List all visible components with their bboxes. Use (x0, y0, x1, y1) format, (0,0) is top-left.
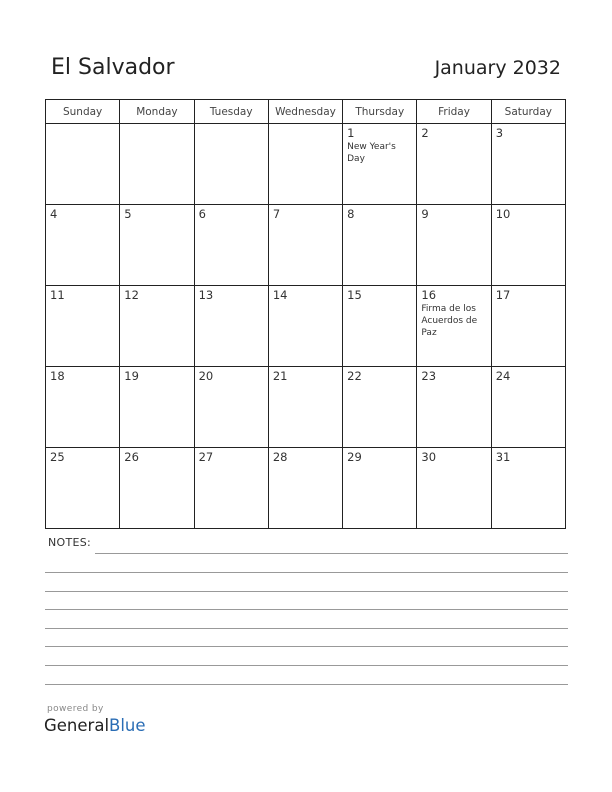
calendar-grid (45, 99, 566, 529)
day-cell (268, 124, 342, 205)
calendar-month-year: January 2032 (434, 57, 561, 79)
brand-general: General (44, 716, 110, 735)
day-cell (120, 286, 194, 367)
holiday-label: New Year's Day (347, 142, 396, 164)
day-number: 6 (198, 207, 206, 221)
day-cell (417, 124, 491, 205)
day-cell (268, 448, 342, 529)
day-cell (194, 205, 268, 286)
day-cell (120, 124, 194, 205)
day-cell (46, 367, 120, 448)
holiday-label: Firma de los Acuerdos de Paz (421, 304, 478, 338)
day-cell (343, 286, 417, 367)
day-number: 20 (198, 369, 214, 383)
brand-blue: Blue (109, 716, 146, 735)
day-number: 12 (124, 288, 139, 302)
day-number: 5 (124, 207, 132, 221)
note-line (45, 591, 568, 592)
day-cell (343, 448, 417, 529)
day-cell (194, 286, 268, 367)
day-cell (417, 367, 491, 448)
week-row (46, 124, 566, 205)
day-number: 9 (421, 207, 429, 221)
day-number: 27 (198, 450, 214, 464)
day-cell (268, 367, 342, 448)
note-line (45, 665, 568, 666)
day-cell (491, 448, 565, 529)
day-number: 30 (421, 450, 437, 464)
powered-by-text: powered by (47, 704, 104, 714)
day-number: 3 (495, 126, 504, 140)
day-number: 8 (347, 207, 355, 221)
day-number: 25 (50, 450, 65, 464)
weekday-header-row (46, 100, 566, 124)
day-cell (268, 205, 342, 286)
day-number: 31 (495, 450, 511, 464)
day-number: 23 (421, 369, 437, 383)
day-number: 13 (198, 288, 214, 302)
day-number: 14 (272, 288, 288, 302)
day-number: 7 (272, 207, 281, 221)
day-cell (491, 367, 565, 448)
weekday-header: Tuesday (194, 100, 268, 124)
day-cell (194, 367, 268, 448)
weekday-header: Saturday (491, 100, 565, 124)
week-row (46, 448, 566, 529)
day-cell (120, 448, 194, 529)
note-line (45, 609, 568, 610)
day-number: 17 (495, 288, 511, 302)
day-cell (268, 286, 342, 367)
day-cell (194, 124, 268, 205)
weekday-header: Wednesday (268, 100, 342, 124)
note-line (45, 684, 568, 685)
day-number: 22 (347, 369, 362, 383)
week-row (46, 205, 566, 286)
day-number: 16 (421, 288, 437, 302)
day-cell (491, 205, 565, 286)
week-row (46, 286, 566, 367)
day-number: 11 (50, 288, 65, 302)
day-cell (194, 448, 268, 529)
day-number: 4 (50, 207, 58, 221)
weekday-header: Monday (120, 100, 194, 124)
day-cell (120, 367, 194, 448)
day-cell (491, 124, 565, 205)
day-cell (46, 205, 120, 286)
day-number: 10 (495, 207, 511, 221)
calendar-country-title: El Salvador (51, 55, 175, 80)
weekday-header: Thursday (343, 100, 417, 124)
day-cell (343, 124, 417, 205)
day-number: 18 (50, 369, 65, 383)
day-number: 21 (272, 369, 288, 383)
weekday-header: Friday (417, 100, 491, 124)
notes-label: NOTES: (48, 536, 92, 549)
day-number: 15 (347, 288, 362, 302)
day-cell (120, 205, 194, 286)
day-cell (417, 448, 491, 529)
note-line (45, 628, 568, 629)
day-number: 19 (124, 369, 139, 383)
day-cell (417, 205, 491, 286)
note-line (45, 646, 568, 647)
day-cell (343, 367, 417, 448)
day-cell (491, 286, 565, 367)
day-cell (46, 286, 120, 367)
day-number: 28 (272, 450, 288, 464)
day-cell (417, 286, 491, 367)
day-number: 26 (124, 450, 139, 464)
day-cell (46, 124, 120, 205)
note-line (95, 553, 568, 554)
note-line (45, 572, 568, 573)
week-row (46, 367, 566, 448)
day-cell (46, 448, 120, 529)
generalblue-logo (44, 716, 146, 735)
day-number: 29 (347, 450, 362, 464)
day-number: 24 (495, 369, 511, 383)
day-number: 2 (421, 126, 429, 140)
day-number: 1 (347, 126, 355, 140)
weekday-header: Sunday (46, 100, 120, 124)
day-cell (343, 205, 417, 286)
